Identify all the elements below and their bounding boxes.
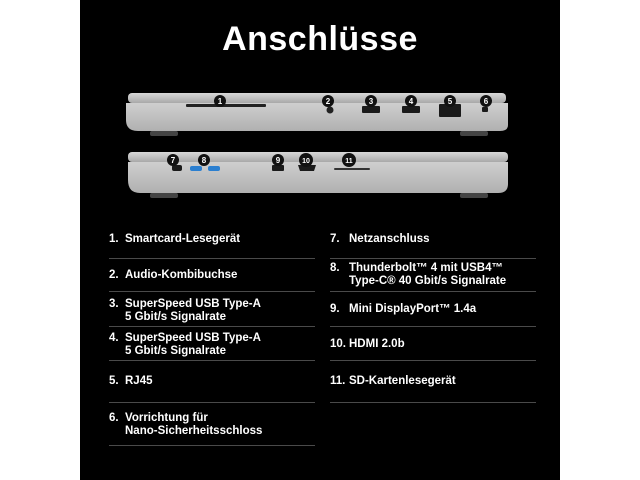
svg-text:10: 10 xyxy=(302,158,310,165)
divider xyxy=(109,326,315,327)
divider xyxy=(109,360,315,361)
port-list xyxy=(80,0,560,480)
svg-text:1: 1 xyxy=(217,97,223,106)
svg-text:2: 2 xyxy=(325,97,331,106)
page-title: Anschlüsse xyxy=(222,20,418,58)
svg-text:11: 11 xyxy=(345,158,353,165)
divider xyxy=(109,291,315,292)
list-item: 3. SuperSpeed USB Type-A 5 Gbit/s Signalrate xyxy=(109,298,261,323)
list-item: 2. Audio-Kombibuchse xyxy=(109,269,238,281)
divider xyxy=(330,258,536,259)
list-item: 11. SD-Kartenlesegerät xyxy=(330,375,456,387)
ports-panel xyxy=(80,0,560,480)
svg-text:8: 8 xyxy=(201,156,207,165)
divider xyxy=(109,402,315,403)
svg-text:6: 6 xyxy=(483,97,489,106)
svg-text:4: 4 xyxy=(408,97,414,106)
svg-text:9: 9 xyxy=(275,156,281,165)
svg-text:7: 7 xyxy=(170,156,176,165)
svg-text:5: 5 xyxy=(447,97,453,106)
divider xyxy=(330,402,536,403)
list-item: 1. Smartcard-Lesegerät xyxy=(109,233,241,245)
list-item: 7. Netzanschluss xyxy=(330,233,430,245)
list-item: 10. HDMI 2.0b xyxy=(330,338,405,350)
list-item: 6. Vorrichtung für Nano-Sicherheitsschloss xyxy=(109,412,263,437)
divider xyxy=(109,258,315,259)
divider xyxy=(109,445,315,446)
divider xyxy=(330,360,536,361)
divider xyxy=(330,291,536,292)
list-item: 5. RJ45 xyxy=(109,375,153,387)
list-item: 9. Mini DisplayPort™ 1.4a xyxy=(330,303,477,315)
svg-text:3: 3 xyxy=(368,97,374,106)
divider xyxy=(330,326,536,327)
list-item: 4. SuperSpeed USB Type-A 5 Gbit/s Signalrate xyxy=(109,332,261,357)
list-item: 8. Thunderbolt™ 4 mit USB4™ Type-C® 40 Gbit/s Signalrate xyxy=(330,262,507,287)
